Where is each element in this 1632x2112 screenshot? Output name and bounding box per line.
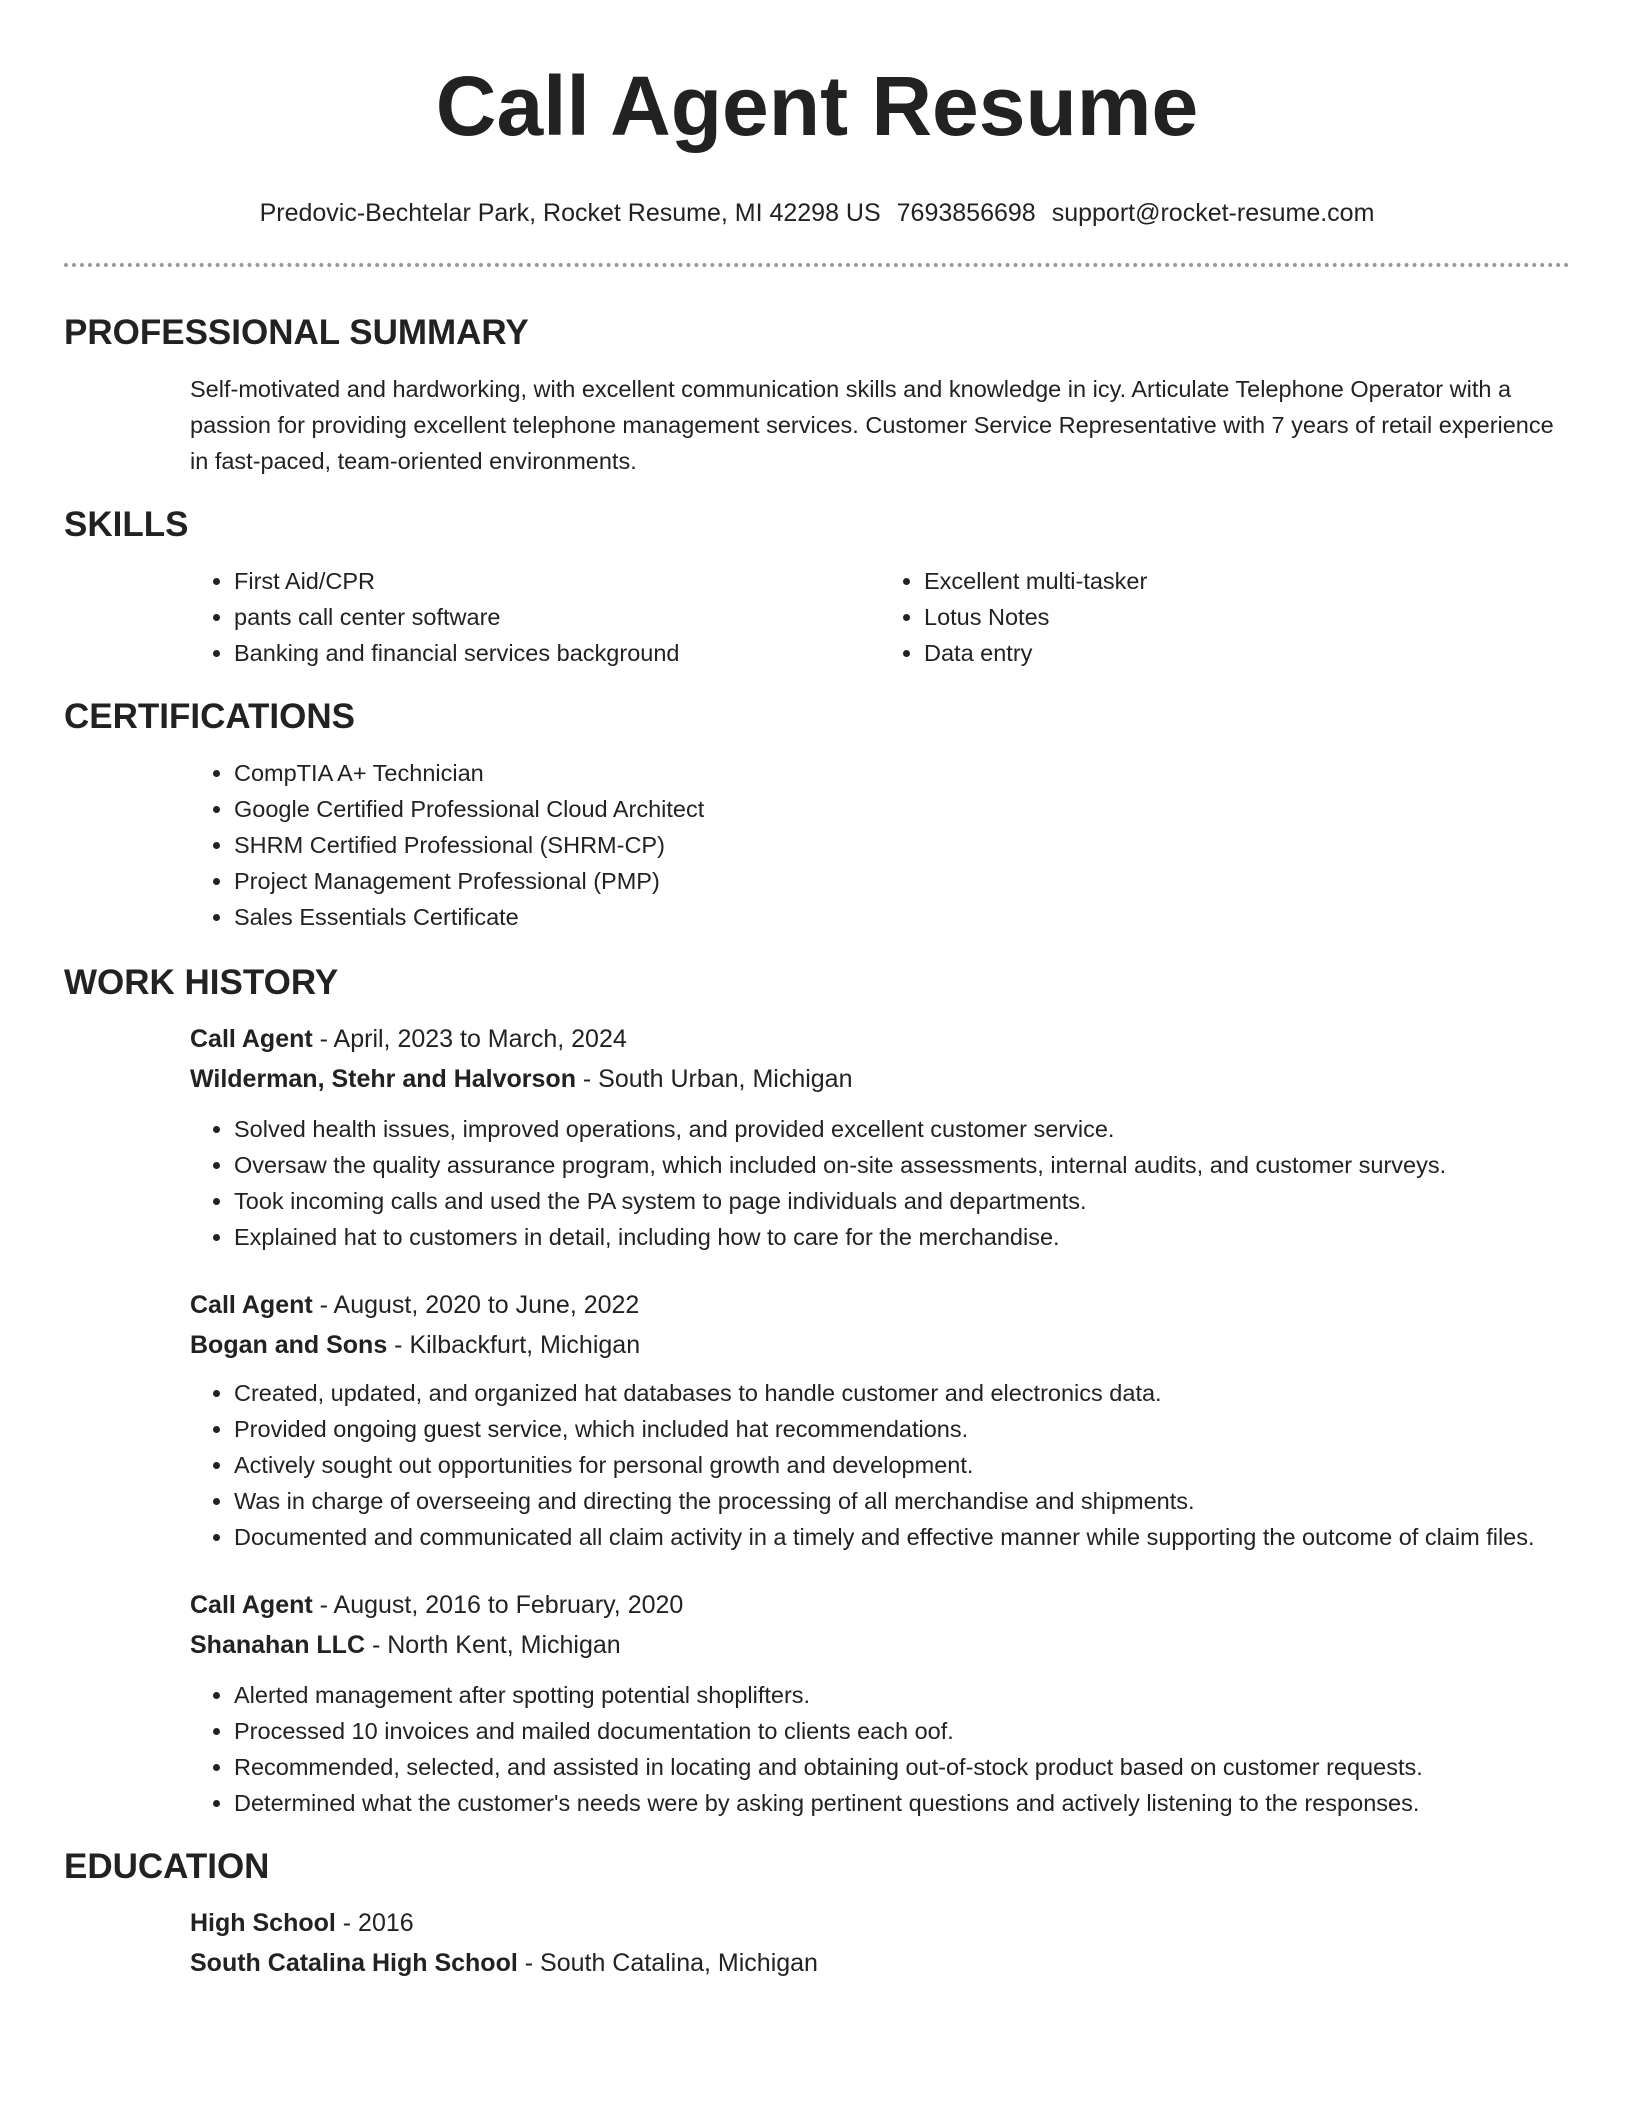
certification-item: • SHRM Certified Professional (SHRM-CP) xyxy=(234,827,1570,863)
skills-columns xyxy=(64,563,1570,671)
certification-item: • Sales Essentials Certificate xyxy=(234,899,1570,935)
job-bullet: • Recommended, selected, and assisted in locating and obtaining out-of-stock product based on customer requests. xyxy=(234,1749,1570,1785)
job-bullet: • Processed 10 invoices and mailed documentation to clients each oof. xyxy=(234,1713,1570,1749)
contact-email[interactable]: support@rocket-resume.com xyxy=(1051,199,1375,227)
job-title: Call Agent xyxy=(190,1591,313,1619)
education-school-line xyxy=(190,1943,1570,1983)
header-divider xyxy=(64,263,1570,267)
job-title-line xyxy=(190,1285,1570,1325)
job-bullet: • Oversaw the quality assurance program, which included on-site assessments, internal audits, and customer surveys. xyxy=(234,1147,1570,1183)
certifications-heading: CERTIFICATIONS xyxy=(64,697,356,736)
job-company: Shanahan LLC xyxy=(190,1631,366,1659)
education-location: - South Catalina, Michigan xyxy=(517,1949,818,1977)
job-bullets xyxy=(190,1677,1570,1821)
certification-item: • Google Certified Professional Cloud Architect xyxy=(234,791,1570,827)
job-dates: - August, 2020 to June, 2022 xyxy=(312,1291,640,1319)
job-bullet: • Created, updated, and organized hat databases to handle customer and electronics data. xyxy=(234,1375,1570,1411)
summary-text: Self-motivated and hardworking, with excellent communication skills and knowledge in icy. Articulate Telephone Operator with a passion for providing excellent telephone management services. Customer Service Representative with 7 years of retail experience in fast-paced, team-oriented environments. xyxy=(190,376,1554,474)
skill-item: • Data entry xyxy=(924,635,1570,671)
education-entry xyxy=(64,1903,1570,1983)
education-school: South Catalina High School xyxy=(190,1949,518,1977)
skill-item: • Excellent multi-tasker xyxy=(924,563,1570,599)
job-bullet: • Alerted management after spotting potential shoplifters. xyxy=(234,1677,1570,1713)
job-entry xyxy=(64,1585,1570,1821)
job-bullets xyxy=(190,1375,1570,1555)
job-entry xyxy=(64,1019,1570,1255)
job-title: Call Agent xyxy=(190,1291,313,1319)
work-heading: WORK HISTORY xyxy=(64,963,339,1002)
job-dates: - August, 2016 to February, 2020 xyxy=(312,1591,684,1619)
summary-heading: PROFESSIONAL SUMMARY xyxy=(64,313,529,352)
skills-section xyxy=(64,503,1570,671)
summary-section xyxy=(64,311,1570,479)
job-company-line xyxy=(190,1325,1570,1365)
certifications-list-wrap xyxy=(64,755,1570,935)
job-title-line xyxy=(190,1585,1570,1625)
job-company-line xyxy=(190,1059,1570,1099)
certification-item: • Project Management Professional (PMP) xyxy=(234,863,1570,899)
job-title-line xyxy=(190,1019,1570,1059)
job-location: - North Kent, Michigan xyxy=(365,1631,621,1659)
skills-heading: SKILLS xyxy=(64,505,189,544)
job-company: Bogan and Sons xyxy=(190,1331,388,1359)
skill-item: • Banking and financial services background xyxy=(234,635,880,671)
resume-title: Call Agent Resume xyxy=(435,59,1199,153)
certifications-section xyxy=(64,695,1570,935)
job-bullet: • Provided ongoing guest service, which included hat recommendations. xyxy=(234,1411,1570,1447)
job-bullet: • Explained hat to customers in detail, including how to care for the merchandise. xyxy=(234,1219,1570,1255)
work-section xyxy=(64,961,1570,1821)
job-bullet: • Determined what the customer's needs were by asking pertinent questions and actively listening to the responses. xyxy=(234,1785,1570,1821)
job-location: - Kilbackfurt, Michigan xyxy=(387,1331,641,1359)
job-bullets xyxy=(190,1111,1570,1255)
education-degree-line xyxy=(190,1903,1570,1943)
education-section xyxy=(64,1845,1570,1983)
job-company-line xyxy=(190,1625,1570,1665)
job-bullet: • Actively sought out opportunities for personal growth and development. xyxy=(234,1447,1570,1483)
skill-item: • Lotus Notes xyxy=(924,599,1570,635)
contact-address: Predovic-Bechtelar Park, Rocket Resume, MI 42298 US xyxy=(259,199,881,227)
job-dates: - April, 2023 to March, 2024 xyxy=(312,1025,627,1053)
contact-line xyxy=(64,196,1570,230)
education-year: - 2016 xyxy=(335,1909,414,1937)
education-degree: High School xyxy=(190,1909,336,1937)
job-location: - South Urban, Michigan xyxy=(575,1065,853,1093)
job-title: Call Agent xyxy=(190,1025,313,1053)
job-bullet: • Took incoming calls and used the PA system to page individuals and departments. xyxy=(234,1183,1570,1219)
job-bullet: • Solved health issues, improved operations, and provided excellent customer service. xyxy=(234,1111,1570,1147)
job-entry xyxy=(64,1285,1570,1555)
skill-item: • pants call center software xyxy=(234,599,880,635)
certification-item: • CompTIA A+ Technician xyxy=(234,755,1570,791)
certifications-list xyxy=(190,755,1570,935)
contact-phone: 7693856698 xyxy=(896,199,1036,227)
job-bullet: • Documented and communicated all claim activity in a timely and effective manner while supporting the outcome of claim files. xyxy=(234,1519,1570,1555)
education-heading: EDUCATION xyxy=(64,1847,270,1886)
job-bullet: • Was in charge of overseeing and directing the processing of all merchandise and shipments. xyxy=(234,1483,1570,1519)
skill-item: • First Aid/CPR xyxy=(234,563,880,599)
skills-list-right xyxy=(880,563,1570,671)
job-company: Wilderman, Stehr and Halvorson xyxy=(190,1065,576,1093)
skills-list-left xyxy=(190,563,880,671)
